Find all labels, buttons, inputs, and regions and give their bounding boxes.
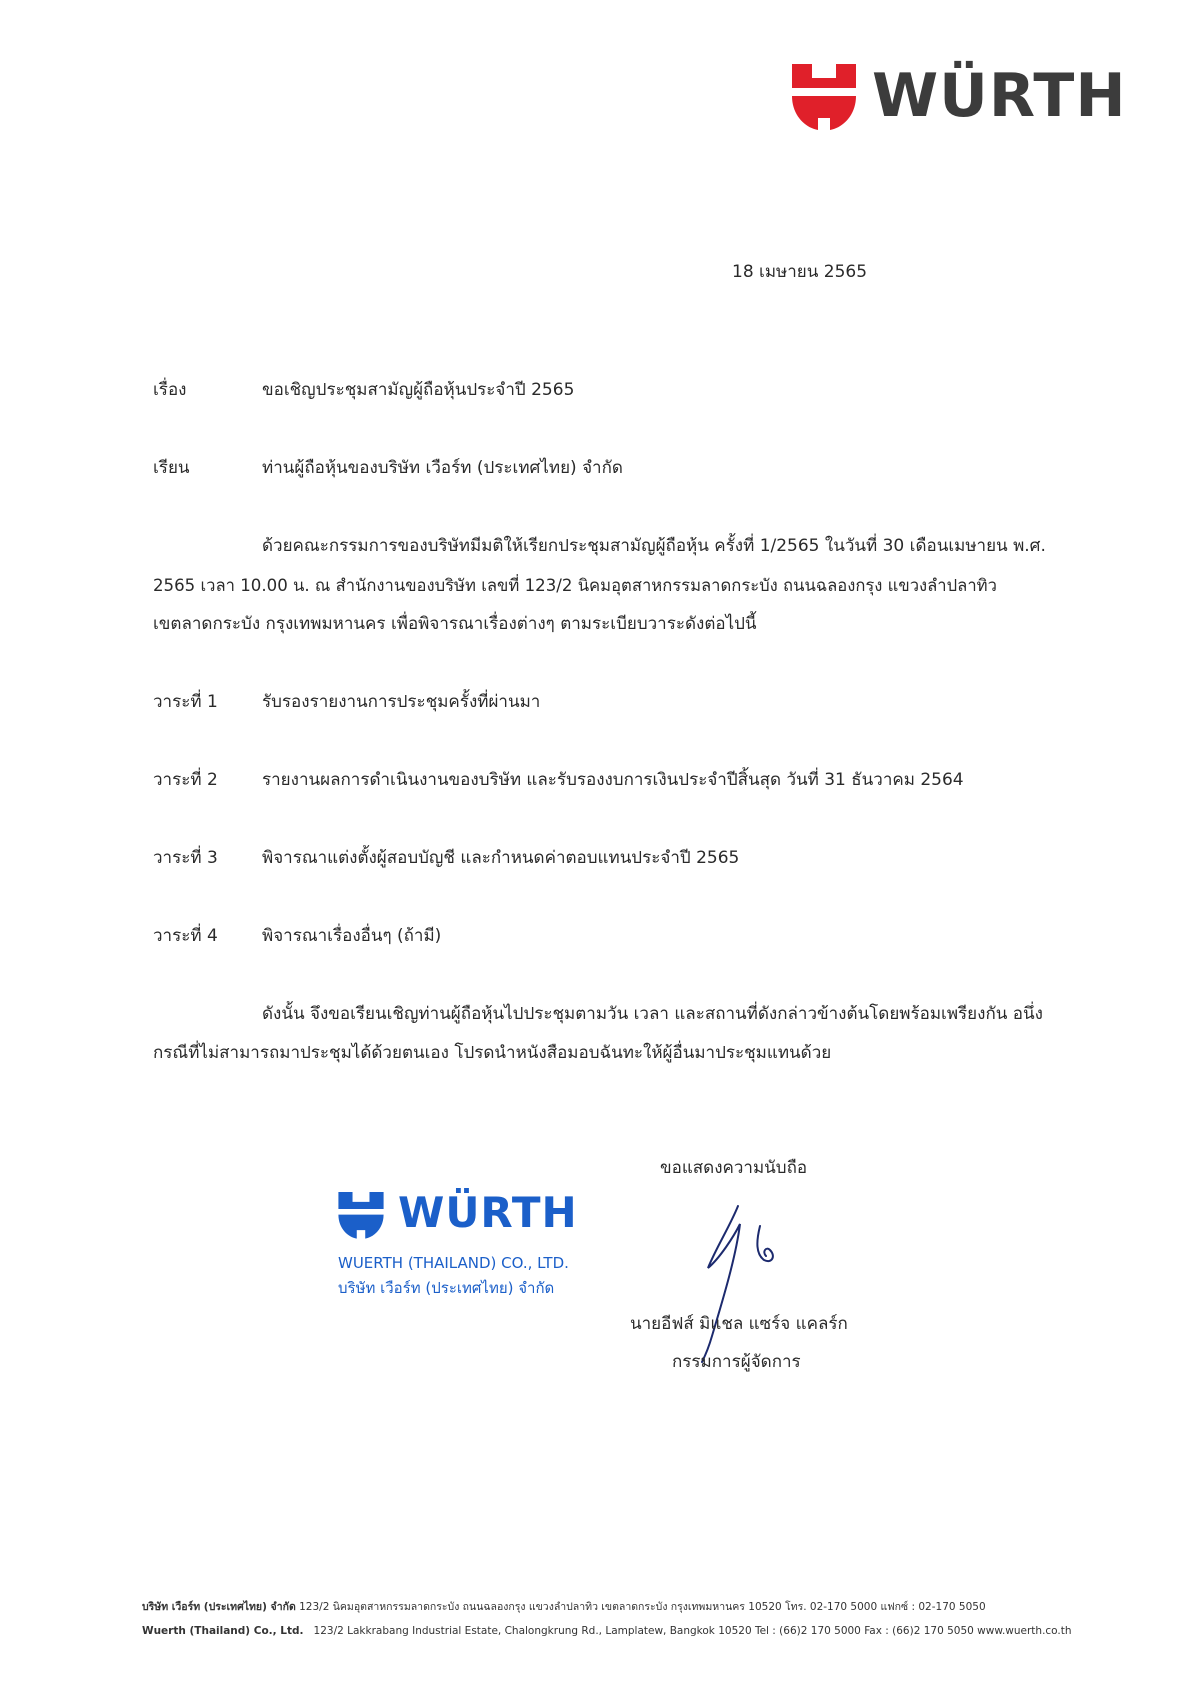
stamp-line-th: บริษัท เวือร์ท (ประเทศไทย) จำกัด [338,1279,555,1297]
recipient-label: เรียน [153,458,190,478]
agenda-label-1: วาระที่ 1 [153,692,218,712]
footer-line-en [142,1626,1072,1637]
stamp-line-en: WUERTH (THAILAND) CO., LTD. [338,1254,569,1272]
footer-address-th: 123/2 นิคมอุตสาหกรรมลาดกระบัง ถนนฉลองกรุง แขวงลำปลาทิว เขตลาดกระบัง กรุงเทพมหานคร 10520 โทร. 02-170 5000 แฟกซ์ : 02-170 5050 [299,1601,986,1613]
stamp-logo-mark-icon [338,1192,384,1240]
subject-text: ขอเชิญประชุมสามัญผู้ถือหุ้นประจำปี 2565 [262,380,575,400]
footer-address-en: 123/2 Lakkrabang Industrial Estate, Chalongkrung Rd., Lamplatew, Bangkok 10520 Tel : (66)2 170 5000 Fax : (66)2 170 5050 www.wuerth.co.th [313,1625,1072,1637]
regards-text: ขอแสดงความนับถือ [660,1158,808,1178]
footer-company-en: Wuerth (Thailand) Co., Ltd. [142,1625,304,1637]
body-line-2: 2565 เวลา 10.00 น. ณ สำนักงานของบริษัท เลขที่ 123/2 นิคมอุตสาหกรรมลาดกระบัง ถนนฉลองกรุง แขวงลำปลาทิว [153,576,997,595]
agenda-text-4: พิจารณาเรื่องอื่นๆ (ถ้ามี) [262,926,442,946]
agenda-text-1: รับรองรายงานการประชุมครั้งที่ผ่านมา [262,692,541,712]
body-line-3: เขตลาดกระบัง กรุงเทพมหานคร เพื่อพิจารณาเรื่องต่างๆ ตามระเบียบวาระดังต่อไปนี้ [153,614,757,634]
agenda-label-4: วาระที่ 4 [153,926,218,946]
subject-label: เรื่อง [153,380,187,400]
closing-line-2: กรณีที่ไม่สามารถมาประชุมได้ด้วยตนเอง โปรดนำหนังสือมอบฉันทะให้ผู้อื่นมาประชุมแทนด้วย [153,1043,832,1063]
wurth-logo-text: WÜRTH [872,61,1127,131]
signer-name: นายอีฟส์ มิแชล แซร์จ แคลร์ก [630,1314,848,1334]
wurth-logo-mark-icon [792,64,856,132]
agenda-label-3: วาระที่ 3 [153,848,218,868]
signature-icon [690,1196,800,1366]
company-stamp [334,1188,594,1298]
letter-date: 18 เมษายน 2565 [732,262,868,282]
wurth-logo [792,61,1127,136]
footer-line-th [142,1602,986,1613]
stamp-logo-text: WÜRTH [398,1188,578,1237]
body-line-1: ด้วยคณะกรรมการของบริษัทมีมติให้เรียกประชุมสามัญผู้ถือหุ้น ครั้งที่ 1/2565 ในวันที่ 30 เดือนเมษายน พ.ศ. [262,536,1046,556]
recipient-text: ท่านผู้ถือหุ้นของบริษัท เวือร์ท (ประเทศไทย) จำกัด [262,458,623,478]
agenda-text-3: พิจารณาแต่งตั้งผู้สอบบัญชี และกำหนดค่าตอบแทนประจำปี 2565 [262,848,740,868]
closing-line-1: ดังนั้น จึงขอเรียนเชิญท่านผู้ถือหุ้นไปประชุมตามวัน เวลา และสถานที่ดังกล่าวข้างต้นโดยพร้อมเพรียงกัน อนึ่ง [262,1004,1043,1024]
agenda-text-2: รายงานผลการดำเนินงานของบริษัท และรับรองงบการเงินประจำปีสิ้นสุด วันที่ 31 ธันวาคม 2564 [262,770,964,790]
footer-company-th: บริษัท เวือร์ท (ประเทศไทย) จำกัด [142,1601,296,1613]
agenda-label-2: วาระที่ 2 [153,770,218,790]
signer-title: กรรมการผู้จัดการ [672,1352,801,1372]
